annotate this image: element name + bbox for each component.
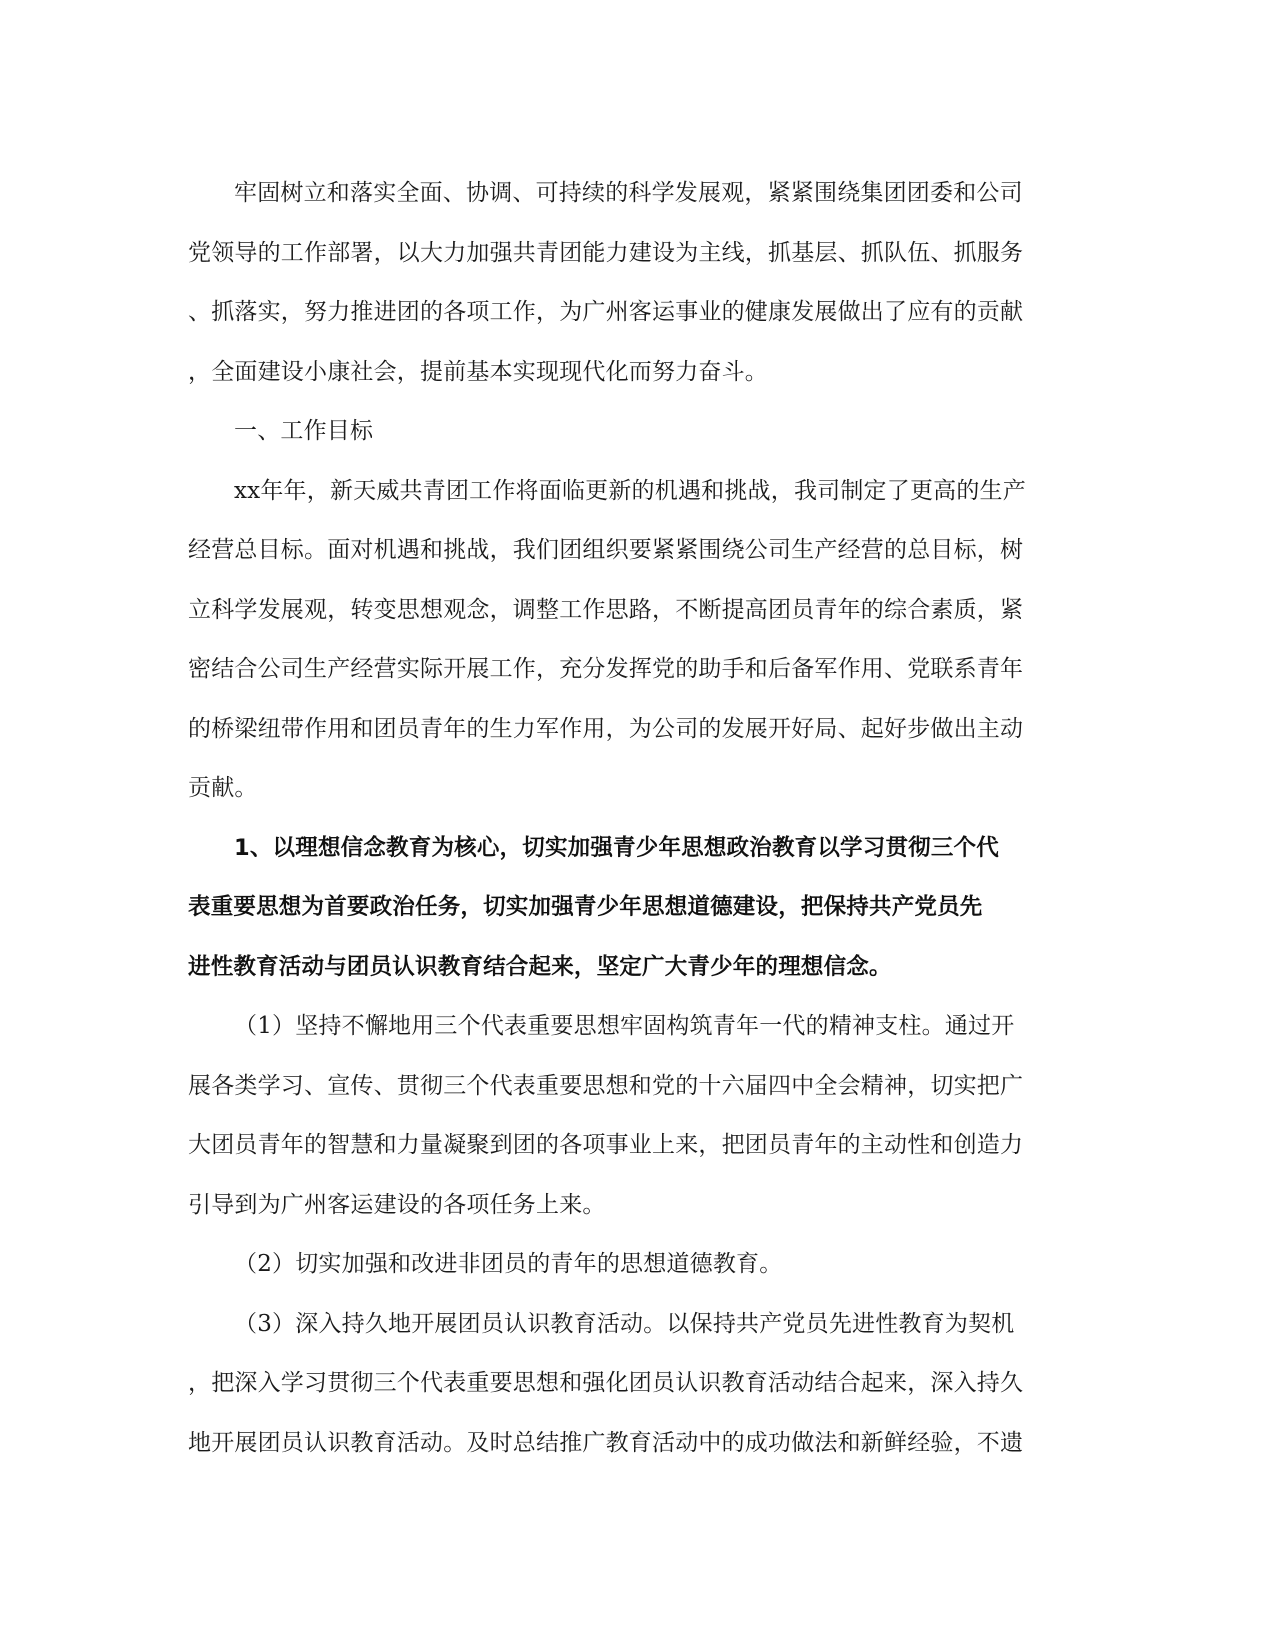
text-line: （3）深入持久地开展团员认识教育活动。以保持共产党员先进性教育为契机 [234, 1310, 1015, 1337]
paragraph-item-1-1 [188, 997, 1090, 1235]
text-line: 一、工作目标 [234, 418, 374, 444]
text-line: 表重要思想为首要政治任务，切实加强青少年思想道德建设，把保持共产党员先 [188, 894, 983, 920]
paragraph-intro [188, 164, 1090, 402]
text-line: 党领导的工作部署，以大力加强共青团能力建设为主线，抓基层、抓队伍、抓服务 [188, 239, 1024, 266]
text-line: 密结合公司生产经营实际开展工作，充分发挥党的助手和后备军作用、党联系青年 [188, 656, 1024, 682]
text-line: 进性教育活动与团员认识教育结合起来，坚定广大青少年的理想信念。 [188, 953, 892, 980]
text-line: ，全面建设小康社会，提前基本实现现代化而努力奋斗。 [188, 358, 768, 385]
text-line: 立科学发展观，转变思想观念，调整工作思路，不断提高团员青年的综合素质，紧 [188, 596, 1024, 623]
text-line: 地开展团员认识教育活动。及时总结推广教育活动中的成功做法和新鲜经验，不遗 [188, 1429, 1024, 1456]
text-line: 牢固树立和落实全面、协调、可持续的科学发展观，紧紧围绕集团团委和公司 [234, 180, 1023, 206]
text-line: 、抓落实，努力推进团的各项工作，为广州客运事业的健康发展做出了应有的贡献 [188, 299, 1024, 325]
text-line: 1、以理想信念教育为核心，切实加强青少年思想政治教育以学习贯彻三个代 [234, 834, 999, 861]
text-line: （1）坚持不懈地用三个代表重要思想牢固构筑青年一代的精神支柱。通过开 [234, 1013, 1015, 1039]
text-line: xx年年，新天威共青团工作将面临更新的机遇和挑战，我司制定了更高的生产 [234, 477, 1026, 504]
text-line: 的桥梁纽带作用和团员青年的生力军作用，为公司的发展开好局、起好步做出主动 [188, 715, 1024, 742]
document-body [188, 164, 1090, 1473]
text-line: 引导到为广州客运建设的各项任务上来。 [188, 1191, 606, 1218]
text-line: 大团员青年的智慧和力量凝聚到团的各项事业上来，把团员青年的主动性和创造力 [188, 1132, 1024, 1158]
text-line: 贡献。 [188, 775, 258, 801]
paragraph-item-1-3 [188, 1295, 1090, 1474]
section-heading-goals [188, 402, 1090, 462]
text-line: 展各类学习、宣传、贯彻三个代表重要思想和党的十六届四中全会精神，切实把广 [188, 1072, 1024, 1099]
text-line: （2）切实加强和改进非团员的青年的思想道德教育。 [234, 1251, 783, 1277]
text-line: ，把深入学习贯彻三个代表重要思想和强化团员认识教育活动结合起来，深入持久 [188, 1370, 1024, 1396]
paragraph-item-1-2 [188, 1235, 1090, 1295]
paragraph-goals [188, 462, 1090, 819]
paragraph-item-1-bold [188, 819, 1090, 998]
text-line: 经营总目标。面对机遇和挑战，我们团组织要紧紧围绕公司生产经营的总目标，树 [188, 537, 1024, 563]
